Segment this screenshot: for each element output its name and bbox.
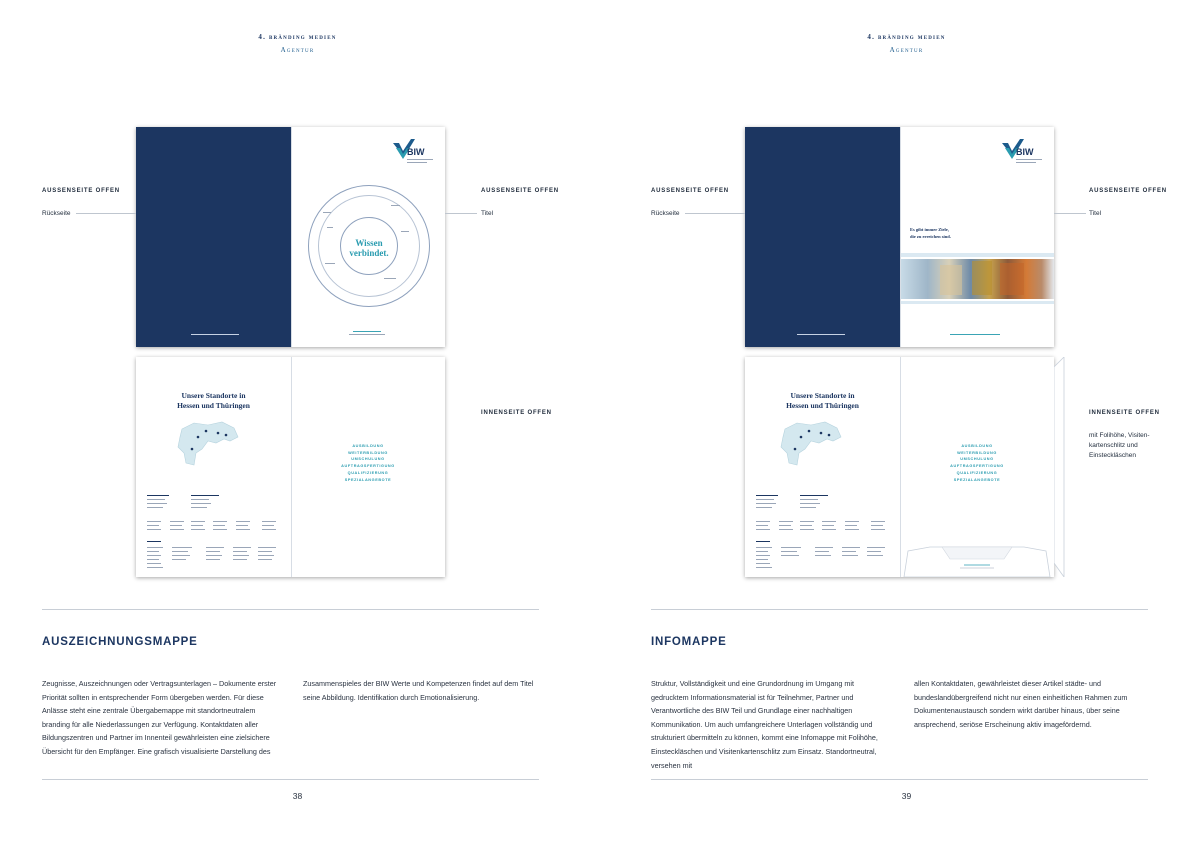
cover-photo-strip (900, 247, 1054, 309)
inside-left-panel (745, 357, 900, 577)
list-item: WEITERBILDUNG (957, 450, 997, 455)
inside-right-panel (291, 357, 445, 577)
section-rule-bottom (651, 779, 1148, 780)
page-38 (0, 0, 595, 842)
list-item: UMSCHULUNG (960, 457, 994, 462)
outside-open-label-left: AUSSENSEITE OFFEN (42, 188, 120, 194)
list-item: UMSCHULUNG (351, 457, 385, 462)
service-list (900, 443, 1054, 483)
page-number: 38 (292, 791, 303, 801)
list-item: AUFTRAGSFERTIGUNG (950, 464, 1004, 469)
list-item: SPEZIALANGEBOTE (344, 477, 392, 482)
back-panel (136, 127, 291, 347)
list-item: QUALIFIZIERUNG (347, 470, 389, 475)
back-panel (745, 127, 900, 347)
outside-spread (136, 127, 445, 347)
title-label: Titel (1089, 210, 1102, 217)
list-item: AUFTRAGSFERTIGUNG (341, 464, 395, 469)
chapter-subheading: Agentur (889, 46, 924, 54)
list-item: QUALIFIZIERUNG (956, 470, 998, 475)
outside-spread (745, 127, 1054, 347)
body-column-1: Zeugnisse, Auszeichnungen oder Vertragsunterlagen – Dokumente erster Priorität sollten in entsprechender Form übergeben werden. Für diese Anlässe steht eine zentrale Übergabemappe mit standortneutralem branding für alle Niederlassungen zur Verfügung. Kontaktdaten aller Bildungszentren und Partner im Innenteil gewährleisten eine zielsichere Übersicht für den Empfänger. Eine grafisch visualisierte Darstellung des (42, 679, 277, 756)
hessen-thueringen-map-icon (777, 419, 843, 469)
list-item: WEITERBILDUNG (348, 450, 388, 455)
inside-right-panel (900, 357, 1054, 577)
inside-open-label: INNENSEITE OFFEN (1089, 410, 1160, 416)
chapter-heading: 4. bränding medien (258, 33, 337, 41)
outside-open-label-left: AUSSENSEITE OFFEN (651, 188, 729, 194)
hessen-thueringen-map-icon (174, 419, 240, 469)
map-title: Unsere Standorte in Hessen und Thüringen (177, 391, 250, 410)
inside-description: mit Folihöhe, Visiten- kartenschlitz und Einsteckläschen (1089, 432, 1150, 459)
page-number: 39 (901, 791, 912, 801)
body-column-2: allen Kontaktdaten, gewährleistet dieser Artikel städte- und bundeslandübergreifend nicht nur einen einheitlichen Rahmen zum Dokumentenaustausch sondern wirkt darüber hinaus, über seine ansprechend, seriöse Erscheinung aktiv imagefördernd. (914, 679, 1128, 729)
section-rule-bottom (42, 779, 539, 780)
list-item: AUSBILDUNG (961, 444, 993, 448)
biw-logo-text: BIW (1016, 147, 1034, 157)
chapter-heading: 4. bränding medien (867, 33, 946, 41)
back-label: Rückseite (42, 210, 71, 217)
front-panel (900, 127, 1054, 347)
body-column-1: Struktur, Vollständigkeit und eine Grundordnung im Umgang mit gedrucktem Informationsmaterial ist für Teilnehmer, Partner und Verantwortliche des BIW Teil und Grundlage einer nachhaltigen Kommunikation. Um auch umfangreichere Unterlagen vollständig und strukturiert übermitteln zu können, kommt eine Infomappe mit Folihöhe, Einsteckläschen und Visitenkartenschlitz zum Einsatz. Standortneutral, versehen mit (651, 679, 878, 770)
front-panel (291, 127, 445, 347)
map-title: Unsere Standorte in Hessen und Thüringen (786, 391, 859, 410)
inside-spread (745, 357, 1054, 577)
body-column-2: Zusammenspieles der BIW Werte und Kompetenzen findet auf dem Titel seine Abbildung. Identifikation durch Emotionalisierung. (303, 679, 534, 702)
list-item: AUSBILDUNG (352, 444, 384, 448)
outside-open-label-right: AUSSENSEITE OFFEN (1089, 188, 1167, 194)
pocket-flap (900, 545, 1054, 577)
outside-open-label-right: AUSSENSEITE OFFEN (481, 188, 559, 194)
inside-open-label: INNENSEITE OFFEN (481, 410, 552, 416)
section-title: AUSZEICHNUNGSMAPPE (42, 636, 198, 648)
service-list (291, 443, 445, 483)
title-label: Titel (481, 210, 494, 217)
cover-headline: Wissen verbindet. (349, 238, 389, 258)
section-title: INFOMAPPE (651, 636, 727, 648)
folder-side-flap (1054, 357, 1066, 577)
section-rule-top (651, 609, 1148, 610)
inside-left-panel (136, 357, 291, 577)
chapter-subheading: Agentur (280, 46, 315, 54)
inside-spread (136, 357, 445, 577)
biw-logo-text: BIW (407, 147, 425, 157)
back-label: Rückseite (651, 210, 680, 217)
section-rule-top (42, 609, 539, 610)
list-item: SPEZIALANGEBOTE (953, 477, 1001, 482)
page-39 (609, 0, 1191, 842)
cover-slogan: Es gibt immer Ziele, die zu erreichen sind. (910, 227, 951, 239)
